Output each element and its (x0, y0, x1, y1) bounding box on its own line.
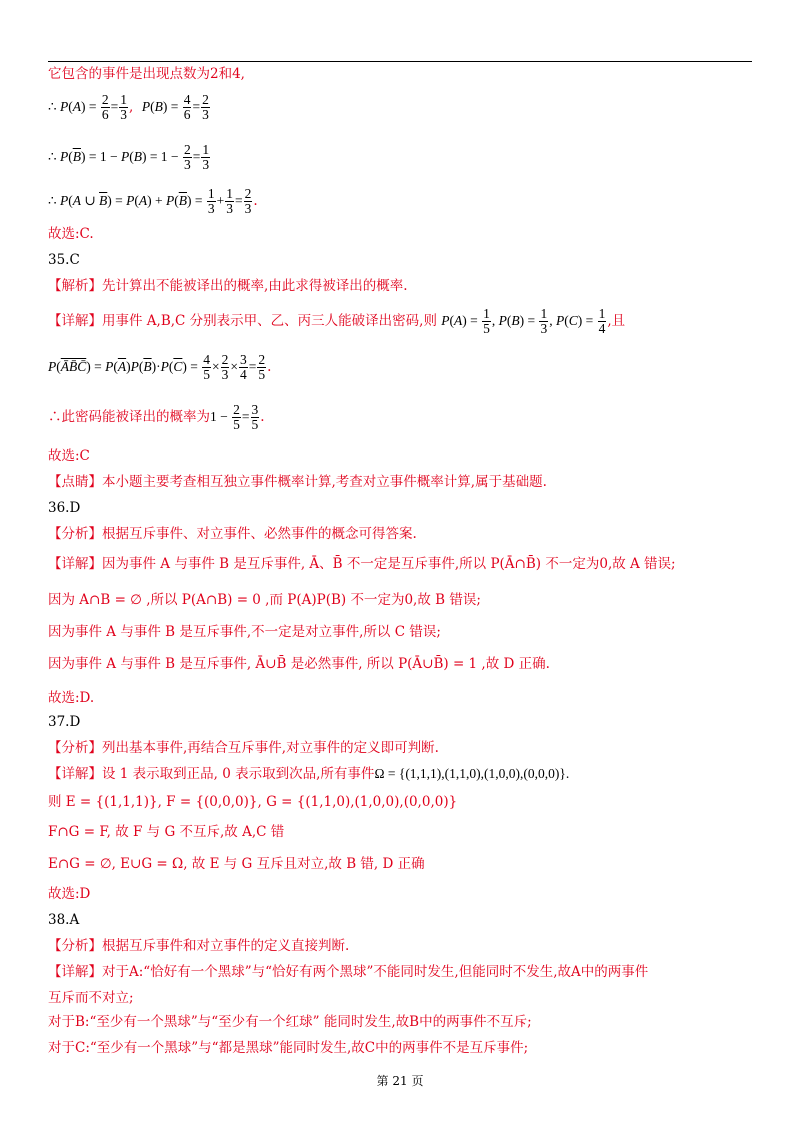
line-28: 【分析】根据互斥事件和对立事件的定义直接判断. (48, 938, 350, 954)
tag-fenxi-2: 【分析】 (48, 740, 102, 756)
line-5: 故选:C. (48, 226, 94, 242)
line-8: 【详解】用事件 A,B,C 分别表示甲、乙、丙三人能破译出密码,则 P(A) = $\frac{1}{5}$ , P(B) = $\frac{1}{3}$ , P(C) = $\frac{1}{4}$ ,且 (48, 306, 626, 336)
line-18: 因为事件 A 与事件 B 是互斥事件, Ā∪B̄ 是必然事件, 所以 P(Ā∪B̄) = 1 ,故 D 正确. (48, 656, 550, 672)
line-25: E∩G = ∅, E∪G = Ω, 故 E 与 G 互斥且对立,故 B 错, D 正确 (48, 856, 425, 872)
line-6: 35.C (48, 252, 80, 268)
line-24: F∩G = F, 故 F 与 G 不互斥,故 A,C 错 (48, 824, 285, 840)
line-2: ∴ P(A) = $\frac{2}{6}$ = $\frac{1}{3}$ , P(B) = $\frac{4}{6}$ = $\frac{2}{3}$ (48, 92, 209, 122)
line-26: 故选:D (48, 886, 91, 902)
tag-xiangjie-3: 【详解】 (48, 766, 102, 782)
tag-jiexi: 【解析】 (48, 278, 102, 294)
line-29: 【详解】对于A:“恰好有一个黑球”与“恰好有两个黑球”不能同时发生,但能同时不发生,故A中的两事件 (48, 964, 649, 980)
line-23: 则 E = {(1,1,1)}, F = {(0,0,0)}, G = {(1,1,0),(1,0,0),(0,0,0)} (48, 794, 458, 810)
line-15: 【详解】因为事件 A 与事件 B 是互斥事件, Ā、B̄ 不一定是互斥事件,所以 P(Ā∩B̄) 不一定为0,故 A 错误; (48, 556, 676, 572)
tag-xiangjie: 【详解】 (48, 313, 102, 329)
line-4: ∴ P(A ∪ $\overline{B}) = P(A) + P(\overline{B})$ = $\frac{1}{3}$ + $\frac{1}{3}$ = $\frac{2}{3}$ . (48, 186, 258, 216)
line-7: 【解析】先计算出不能被译出的概率,由此求得被译出的概率. (48, 278, 408, 294)
tag-dianjing: 【点睛】 (48, 474, 102, 490)
line-27: 38.A (48, 912, 80, 928)
line-20: 37.D (48, 714, 81, 730)
line-13: 36.D (48, 500, 81, 516)
line-19: 故选:D. (48, 690, 95, 706)
line-22: 【详解】设 1 表示取到正品, 0 表示取到次品,所有事件Ω = {(1,1,1),(1,1,0),(1,0,0),(0,0,0)}. (48, 766, 570, 782)
line-9: P(ĀB̄C̄) = $P(\overline{A})P(\overline{B})\cdot P(\overline{C})$ = $\frac{4}{5}$ × $\frac{2}{3}$ × $\frac{3}{4}$ = $\frac{2}{5}$ . (48, 352, 272, 382)
tag-fenxi: 【分析】 (48, 526, 102, 542)
line-12: 【点睛】本小题主要考查相互独立事件概率计算,考查对立事件概率计算,属于基础题. (48, 474, 547, 490)
header-rule (48, 61, 752, 62)
line-31: 对于B:“至少有一个黑球”与“至少有一个红球” 能同时发生,故B中的两事件不互斥; (48, 1014, 532, 1030)
line-21: 【分析】列出基本事件,再结合互斥事件,对立事件的定义即可判断. (48, 740, 439, 756)
line-3: ∴ $P(\overline{B}) = 1 - P(B) = 1$ − $\frac{2}{3}$ = $\frac{1}{3}$ (48, 142, 210, 172)
page-number: 第 21 页 (376, 1074, 424, 1088)
line-1: 它包含的事件是出现点数为2和4, (48, 66, 245, 82)
line-32: 对于C:“至少有一个黑球”与“都是黑球”能同时发生,故C中的两事件不是互斥事件; (48, 1040, 529, 1056)
line-14: 【分析】根据互斥事件、对立事件、必然事件的概念可得答案. (48, 526, 417, 542)
line-11: 故选:C (48, 448, 90, 464)
tag-fenxi-3: 【分析】 (48, 938, 102, 954)
line-10: ∴此密码能被译出的概率为1 − $\frac{2}{5}$ = $\frac{3}{5}$ . (48, 402, 265, 432)
tag-xiangjie-4: 【详解】 (48, 964, 102, 980)
line-17: 因为事件 A 与事件 B 是互斥事件,不一定是对立事件,所以 C 错误; (48, 624, 441, 640)
line-30: 互斥而不对立; (48, 990, 134, 1006)
line-16: 因为 A∩B = ∅ ,所以 P(A∩B) = 0 ,而 P(A)P(B) 不一定为0,故 B 错误; (48, 592, 481, 608)
